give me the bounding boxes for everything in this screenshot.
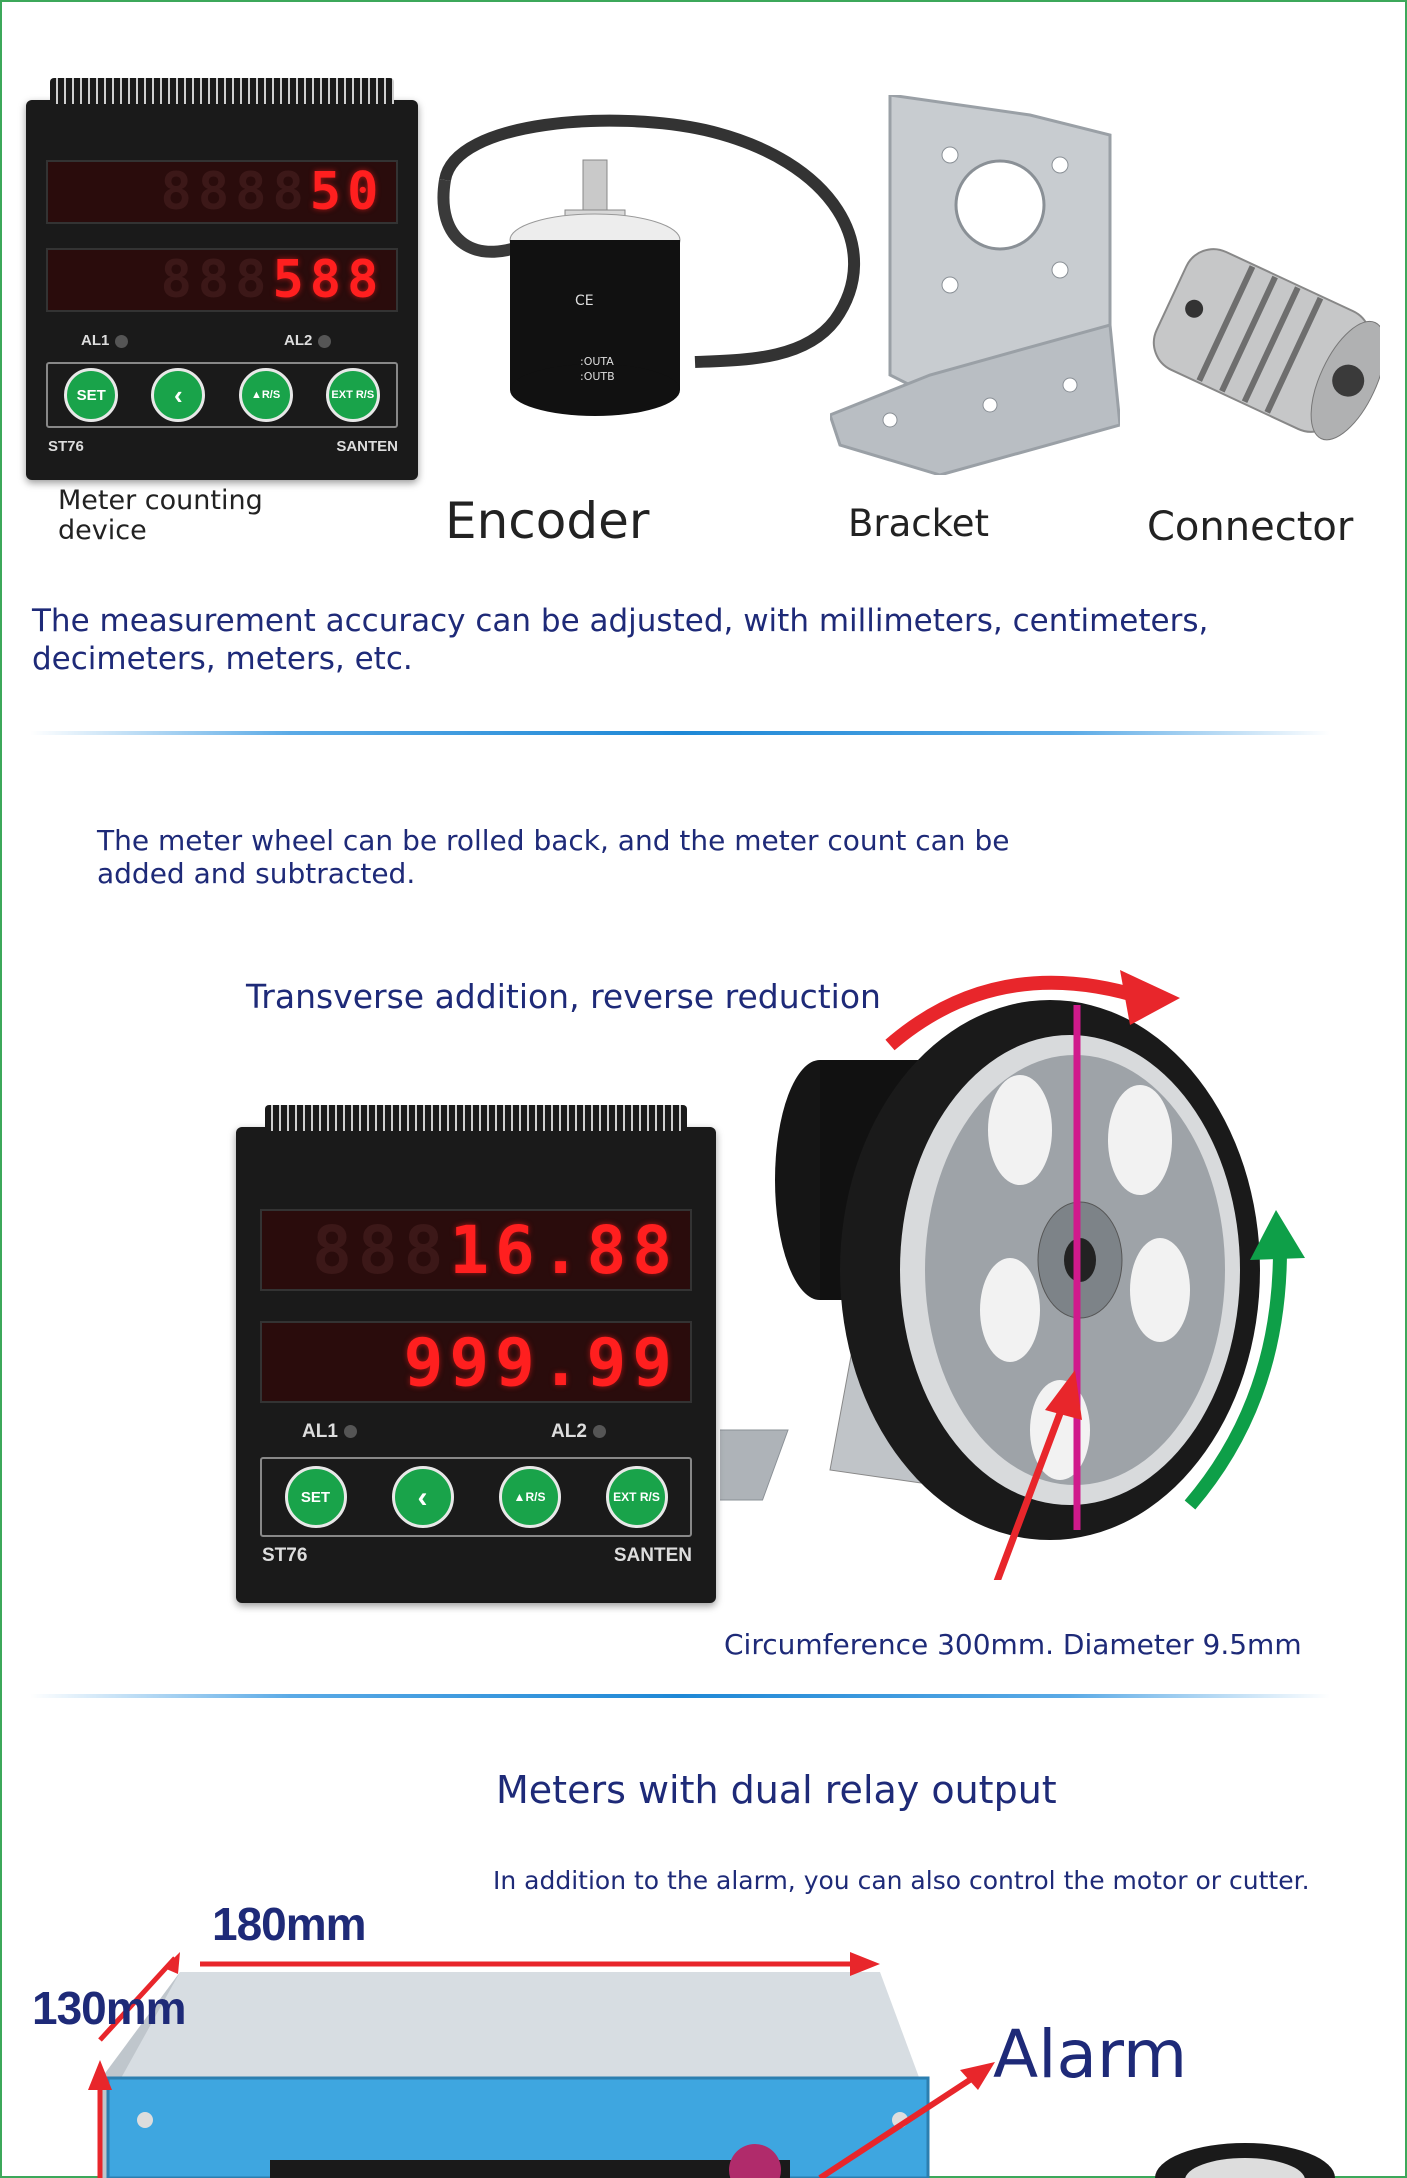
meter-top-value: 16.88 (449, 1211, 678, 1289)
al2-label: AL2 (284, 332, 313, 349)
height-label: 130mm (32, 1982, 186, 2034)
al2-indicator (551, 1421, 606, 1443)
ext-rs-button-label: EXT R/S (613, 1489, 660, 1504)
led-icon (115, 335, 128, 348)
meter-vent-grill (265, 1105, 687, 1131)
bracket-image (830, 95, 1120, 475)
encoder-label: Encoder (445, 492, 650, 550)
svg-text:CE: CE (575, 293, 594, 309)
back-button[interactable]: ‹ (151, 368, 205, 422)
rs-button[interactable]: ▲ R/S (239, 368, 293, 422)
led-icon (344, 1425, 357, 1438)
rs-button-label: R/S (261, 388, 281, 401)
led-icon (318, 335, 331, 348)
alarm-label: Alarm (993, 2016, 1188, 2093)
connector-image (1140, 225, 1380, 465)
meter-top-value: 50 (309, 162, 385, 222)
bracket-label: Bracket (848, 502, 989, 545)
al1-label: AL1 (302, 1421, 338, 1442)
ghost-digits: 888 (312, 1211, 450, 1289)
meter-label: Meter counting device (58, 485, 263, 546)
set-button-label: SET (300, 1488, 331, 1506)
accuracy-text: The measurement accuracy can be adjusted, with millimeters, centimeters, decimeters, meters, etc. (32, 603, 1209, 677)
rs-button-label: R/S (525, 1489, 546, 1504)
svg-text::OUTB: :OUTB (580, 370, 615, 383)
meter-brand: SANTEN (336, 438, 398, 455)
svg-text::OUTA: :OUTA (580, 355, 614, 368)
circumference-text: Circumference 300mm. Diameter 9.5mm (724, 1628, 1302, 1661)
ext-rs-button[interactable] (326, 368, 380, 422)
meter-bottom-value: 588 (272, 250, 385, 310)
meter-model: ST76 (262, 1545, 308, 1566)
section-divider-2 (30, 1694, 1330, 1698)
back-button[interactable]: ‹ (392, 1466, 454, 1528)
meter-button-row (260, 1457, 692, 1537)
meter-bottom-display (46, 248, 399, 312)
al2-label: AL2 (551, 1421, 587, 1442)
section-divider-1 (30, 731, 1330, 735)
rollback-text: The meter wheel can be rolled back, and the meter count can be added and subtracted. (97, 824, 1010, 890)
ghost-digits: 8888 (160, 162, 310, 222)
led-icon (593, 1425, 606, 1438)
ghost-digits: 888 (160, 250, 273, 310)
al1-indicator (81, 332, 128, 349)
control-box-image (0, 1940, 1407, 2178)
meter-bottom-value: 999.99 (403, 1323, 678, 1401)
meter-top-display (46, 160, 399, 224)
direction-text: Transverse addition, reverse reduction (246, 977, 881, 1016)
width-label: 180mm (212, 1898, 366, 1950)
meter-top-display (260, 1209, 692, 1291)
ext-rs-button-label: EXT R/S (331, 388, 375, 401)
relay-title: Meters with dual relay output (496, 1768, 1057, 1812)
meter-model: ST76 (48, 438, 84, 455)
encoder-image (415, 100, 895, 460)
al1-label: AL1 (81, 332, 110, 349)
ext-rs-button[interactable] (606, 1466, 668, 1528)
meter-device-large (236, 1127, 716, 1603)
set-button[interactable] (64, 368, 118, 422)
relay-subtitle: In addition to the alarm, you can also control the motor or cutter. (493, 1866, 1310, 1895)
al2-indicator (284, 332, 331, 349)
meter-vent-grill (50, 78, 395, 104)
connector-label: Connector (1147, 504, 1354, 550)
meter-button-row (46, 362, 399, 428)
meter-bottom-display (260, 1321, 692, 1403)
rs-button[interactable]: ▲ R/S (499, 1466, 561, 1528)
set-button-label: SET (76, 386, 106, 404)
meter-brand: SANTEN (613, 1545, 692, 1566)
al1-indicator (302, 1421, 357, 1443)
meter-wheel-image (720, 930, 1320, 1580)
set-button[interactable] (285, 1466, 347, 1528)
meter-device-small (26, 100, 418, 480)
